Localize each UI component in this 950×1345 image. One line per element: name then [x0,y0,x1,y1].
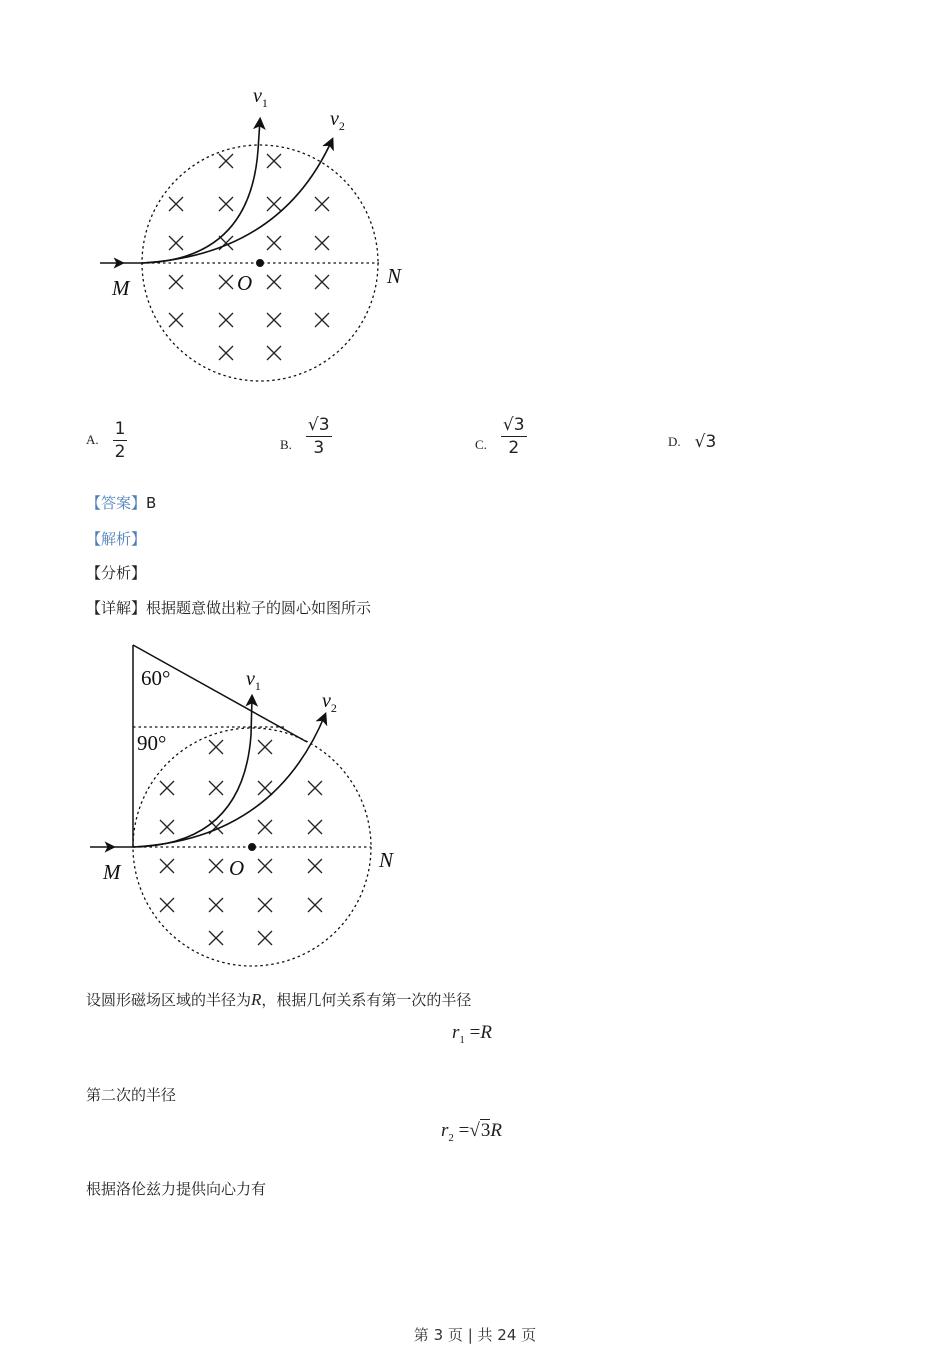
page-number: 3 [433,1326,444,1344]
label-O: O [237,271,253,295]
answer-line [86,493,156,513]
option-c [475,410,527,462]
paragraph-2: 第二次的半径 [86,1086,177,1104]
equation-r2: $r_2 =√3R$ [441,1120,502,1144]
option-letter: D. [668,434,681,449]
option-b [280,410,332,462]
label-N: N [387,264,402,288]
answer-value: B [146,494,157,512]
paragraph-3: 根据洛伦兹力提供向心力有 [86,1180,267,1198]
option-value: $\frac{√3}{3}$ [307,414,330,458]
option-letter: C. [475,437,487,452]
answer-label: 【答案】 [86,494,147,512]
label-N: N [379,848,394,872]
cross-marks [160,740,322,945]
equation-r1: $r_1 =R$ [452,1022,492,1046]
label-v2: $v_2$ [322,690,337,715]
figure-magnetic-field-1 [90,80,420,390]
fenxi-label: 【分析】 [86,564,147,582]
paragraph-1: 设圆形磁场区域的半径为R，根据几何关系有第一次的半径 [86,990,472,1009]
label-angle-60: 60° [141,666,171,690]
label-angle-90: 90° [137,731,167,755]
option-letter: A. [86,432,99,447]
label-v2: $v_2$ [330,108,345,133]
analysis-label: 【解析】 [86,530,147,548]
detail-line [86,598,371,618]
detail-label: 【详解】 [86,599,147,617]
option-value: $\frac{√3}{2}$ [502,414,525,458]
label-M: M [112,276,130,300]
option-d [668,432,716,452]
option-a [86,418,127,462]
label-M: M [103,860,121,884]
total-pages: 24 [497,1326,517,1344]
detail-text: 根据题意做出粒子的圆心如图所示 [146,599,372,617]
option-value: √3 [694,432,717,452]
option-letter: B. [280,437,292,452]
label-v1: $v_1$ [246,668,261,693]
label-v1: $v_1$ [253,85,268,110]
figure-magnetic-field-2 [85,635,415,975]
page-footer: 第 3 页 | 共 24 页 [413,1326,537,1344]
label-O: O [229,856,245,880]
option-value: $\frac{1}{2}$ [114,418,126,462]
